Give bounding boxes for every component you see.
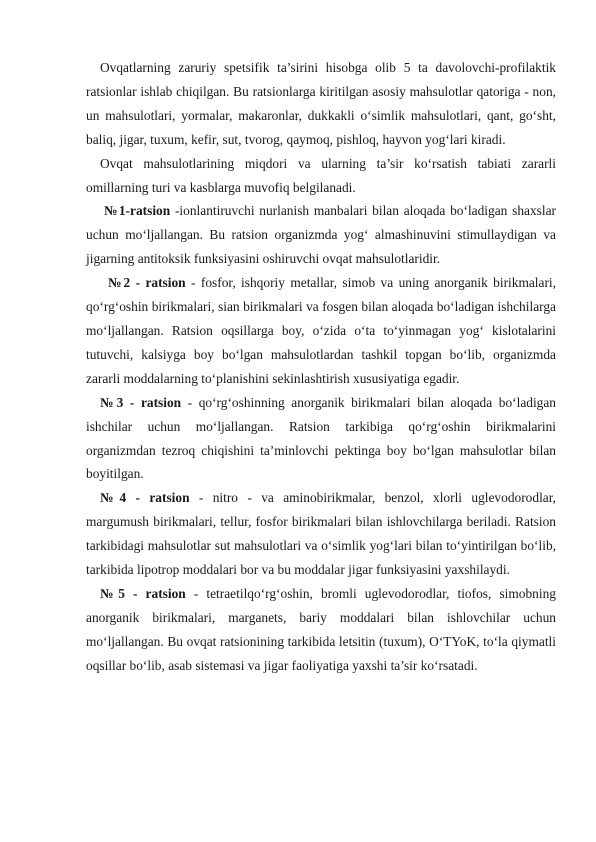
ration-heading: №3 - ratsion xyxy=(100,394,182,410)
ration-heading: №1-ratsion xyxy=(104,203,171,219)
paragraph-ration-2 xyxy=(86,271,556,391)
paragraph-intro xyxy=(86,56,556,152)
paragraph-quantity xyxy=(86,152,556,200)
ration-heading: №5 - ratsion xyxy=(100,585,186,601)
ration-heading: №2 - ratsion xyxy=(108,275,186,291)
paragraph-text: - nitro - va aminobirikmalar, benzol, xlorli uglevodorodlar, margumush birikmalari, tellur, fosfor birikmalari bilan ishlovchilarga beriladi. Ratsion tarkibidagi mahsulotlar sut mahsulotlari va o‘simlik yog‘lari bilan to‘yintirilgan bo‘lib, tarkibida lipotrop moddalari bor va bu moddalar jigar funksiyasini yaxshilaydi. xyxy=(86,490,556,578)
ration-heading: №4 - ratsion xyxy=(100,490,190,506)
paragraph-text: - tetraetilqo‘rg‘oshin, bromli uglevodorodlar, tiofos, simobning anorganik birikmalari, marganets, bariy moddalari bilan ishlovchilar uchun mo‘ljallangan. Bu ovqat ratsionining tarkibida letsitin (tuxum), O‘TYoK, to‘la qiymatli oqsillar bo‘lib, asab sistemasi va jigar faoliyatiga yaxshi ta’sir ko‘rsatadi. xyxy=(86,585,556,673)
paragraph-text: -ionlantiruvchi nurlanish manbalari bilan aloqada bo‘ladigan shaxslar uchun mo‘ljallangan. Bu ratsion organizmda yog‘ almashinuvini stimullaydigan va jigarning antitoksik funksiyasini oshiruvchi ovqat mahsulotlaridir. xyxy=(86,203,556,267)
paragraph-ration-5 xyxy=(86,582,556,678)
paragraph-text: - fosfor, ishqoriy metallar, simob va uning anorganik birikmalari, qo‘rg‘oshin birikmalari, sian birikmalari va fosgen bilan aloqada bo‘ladigan ishchilarga mo‘ljallangan. Ratsion oqsillarga boy, o‘zida o‘ta to‘yinmagan yog‘ kislotalarini tutuvchi, kalsiyga boy bo‘lgan mahsulotlardan tashkil topgan bo‘lib, organizmda zararli moddalarning to‘planishini sekinlashtirish xususiyatiga egadir. xyxy=(86,275,557,386)
paragraph-ration-4 xyxy=(86,486,556,582)
paragraph-ration-1 xyxy=(86,199,556,271)
paragraph-text: - qo‘rg‘oshinning anorganik birikmalari bilan aloqada bo‘ladigan ishchilar uchun mo‘ljallangan. Ratsion tarkibiga qo‘rg‘oshin birikmalarini organizmdan tezroq chiqishini ta’minlovchi pektinga boy bo‘lgan mahsulotlar bilan boyitilgan. xyxy=(86,394,557,482)
paragraph-text: Ovqatlarning zaruriy spetsifik ta’sirini hisobga olib 5 ta davolovchi-profilaktik ratsionlar ishlab chiqilgan. Bu ratsionlarga kiritilgan asosiy mahsulotlar qatoriga - non, un mahsulotlari, yormalar, makaronlar, dukkakli o‘simlik mahsulotlari, qant, go‘sht, baliq, jigar, tuxum, kefir, sut, tvorog, qaymoq, pishloq, hayvon yog‘lari kiradi. xyxy=(86,60,556,147)
paragraph-text: Ovqat mahsulotlarining miqdori va ularning ta’sir ko‘rsatish tabiati zararli omillarning turi va kasblarga muvofiq belgilanadi. xyxy=(86,155,556,195)
document-page xyxy=(86,56,556,678)
paragraph-ration-3 xyxy=(86,391,556,487)
